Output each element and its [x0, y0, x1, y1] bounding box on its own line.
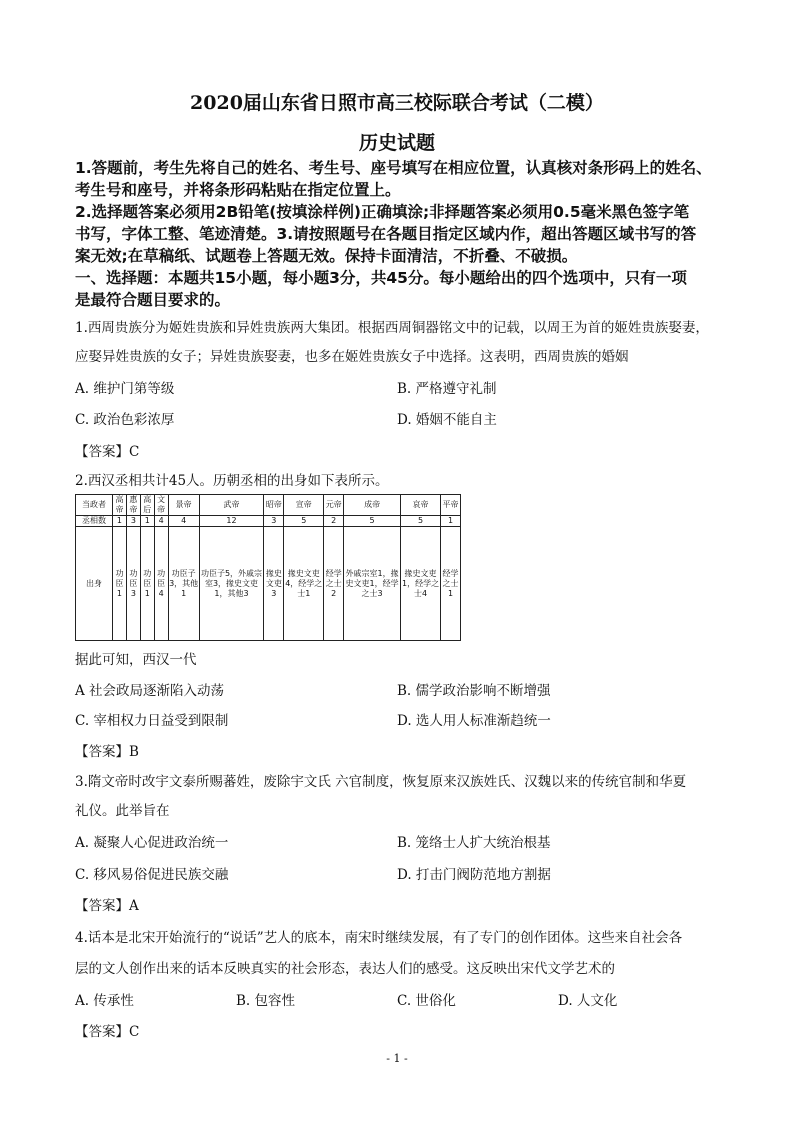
option-b: B. 笼络士人扩大统治根基	[397, 835, 551, 851]
table-row	[76, 516, 461, 527]
table-cell: 功臣1	[113, 527, 127, 641]
option-b: B. 儒学政治影响不断增强	[397, 683, 551, 699]
table-cell: 外戚宗室1，掾史文吏1，经学之士3	[344, 527, 401, 641]
table-cell: 经学之士2	[324, 527, 344, 641]
answer: 【答案】C	[75, 444, 140, 460]
question-stem: 4.话本是北宋开始流行的“说话”艺人的底本，南宋时继续发展，有了专门的创作团体。这些来自社会各	[75, 930, 683, 946]
instruction-line: 1.答题前，考生先将自己的姓名、考生号、座号填写在相应位置，认真核对条形码上的姓名、	[75, 159, 712, 177]
question-stem: 层的文人创作出来的话本反映真实的社会形态，表达人们的感受。这反映出宋代文学艺术的	[75, 961, 615, 977]
question-stem: 应娶异姓贵族的女子；异姓贵族娶妻，也多在姬姓贵族女子中选择。这表明，西周贵族的婚姻	[75, 349, 629, 365]
table-cell: 功臣1	[140, 527, 154, 641]
table-cell: 功臣4	[154, 527, 168, 641]
table-cell: 5	[344, 516, 401, 527]
option-d: D. 选人用人标准渐趋统一	[397, 713, 551, 729]
option-d: D. 婚姻不能自主	[397, 412, 497, 428]
table-cell: 掾史文吏4，经学之士1	[284, 527, 324, 641]
chancellor-table	[75, 494, 461, 641]
table-cell: 3	[126, 516, 140, 527]
table-cell: 掾史文吏1，经学之士4	[401, 527, 441, 641]
table-cell: 2	[324, 516, 344, 527]
option-a: A. 维护门第等级	[75, 381, 175, 397]
exam-title: 2020届山东省日照市高三校际联合考试（二模）	[190, 92, 604, 114]
table-cell: 12	[199, 516, 264, 527]
table-cell: 昭帝	[264, 495, 284, 516]
table-cell: 出身	[76, 527, 113, 641]
question-stem: 2.西汉丞相共计45人。历朝丞相的出身如下表所示。	[75, 473, 389, 489]
table-cell: 5	[284, 516, 324, 527]
page-number: - 1 -	[386, 1052, 408, 1065]
option-c: C. 世俗化	[397, 993, 456, 1009]
instruction-line: 2.选择题答案必须用2B铅笔(按填涂样例)正确填涂;非择题答案必须用0.5毫米黑色签字笔	[75, 203, 690, 221]
option-c: C. 移风易俗促进民族交融	[75, 867, 229, 883]
question-stem: 1.西周贵族分为姬姓贵族和异姓贵族两大集团。根据西周铜器铭文中的记载，以周王为首的姬姓贵族娶妻，	[75, 320, 709, 336]
table-cell: 4	[168, 516, 199, 527]
option-b: B. 包容性	[236, 993, 296, 1009]
table-row	[76, 527, 461, 641]
instruction-line: 考生号和座号，并将条形码粘贴在指定位置上。	[75, 181, 401, 199]
table-cell: 惠帝	[126, 495, 140, 516]
question-stem: 据此可知，西汉一代	[75, 652, 197, 668]
instruction-line: 书写，字体工整、笔迹清楚。3.请按照题号在各题目指定区域内作，超出答题区域书写的答	[75, 225, 697, 243]
option-a: A. 凝聚人心促进政治统一	[75, 835, 229, 851]
table-cell: 高后	[140, 495, 154, 516]
option-d: D. 打击门阀防范地方割据	[397, 867, 551, 883]
answer: 【答案】A	[75, 898, 139, 914]
table-cell: 经学之士1	[441, 527, 461, 641]
table-cell: 平帝	[441, 495, 461, 516]
table-cell: 成帝	[344, 495, 401, 516]
question-stem: 3.隋文帝时改宇文泰所赐蕃姓，废除宇文氏 六官制度，恢复原来汉族姓氏、汉魏以来的传统官制和华夏	[75, 774, 687, 790]
table-cell: 哀帝	[401, 495, 441, 516]
table-cell: 武帝	[199, 495, 264, 516]
table-row	[76, 495, 461, 516]
option-b: B. 严格遵守礼制	[397, 381, 497, 397]
table-cell: 1	[441, 516, 461, 527]
answer: 【答案】B	[75, 744, 139, 760]
table-cell: 当政者	[76, 495, 113, 516]
exam-subtitle: 历史试题	[358, 132, 435, 154]
table-cell: 文帝	[154, 495, 168, 516]
instruction-line: 案无效;在草稿纸、试题卷上答题无效。保持卡面清洁，不折叠、不破损。	[75, 247, 578, 265]
table-cell: 5	[401, 516, 441, 527]
table-cell: 宣帝	[284, 495, 324, 516]
option-d: D. 人文化	[558, 993, 618, 1009]
option-a: A 社会政局逐渐陷入动荡	[75, 683, 225, 699]
section-heading: 一、选择题：本题共15小题，每小题3分，共45分。每小题给出的四个选项中，只有一项	[75, 269, 687, 287]
table-cell: 高帝	[113, 495, 127, 516]
option-c: C. 政治色彩浓厚	[75, 412, 175, 428]
option-a: A. 传承性	[75, 993, 134, 1009]
table-cell: 4	[154, 516, 168, 527]
table-cell: 功臣3	[126, 527, 140, 641]
answer: 【答案】C	[75, 1024, 140, 1040]
table-cell: 功臣子3，其他1	[168, 527, 199, 641]
question-stem: 礼仪。此举旨在	[75, 803, 170, 819]
table-cell: 元帝	[324, 495, 344, 516]
section-heading: 是最符合题目要求的。	[75, 291, 231, 309]
option-c: C. 宰相权力日益受到限制	[75, 713, 229, 729]
table-cell: 丞相数	[76, 516, 113, 527]
table-cell: 3	[264, 516, 284, 527]
table-cell: 1	[113, 516, 127, 527]
table-cell: 1	[140, 516, 154, 527]
table-cell: 功臣子5，外戚宗室3，掾史文吏1，其他3	[199, 527, 264, 641]
table-cell: 掾史文吏3	[264, 527, 284, 641]
table-cell: 景帝	[168, 495, 199, 516]
